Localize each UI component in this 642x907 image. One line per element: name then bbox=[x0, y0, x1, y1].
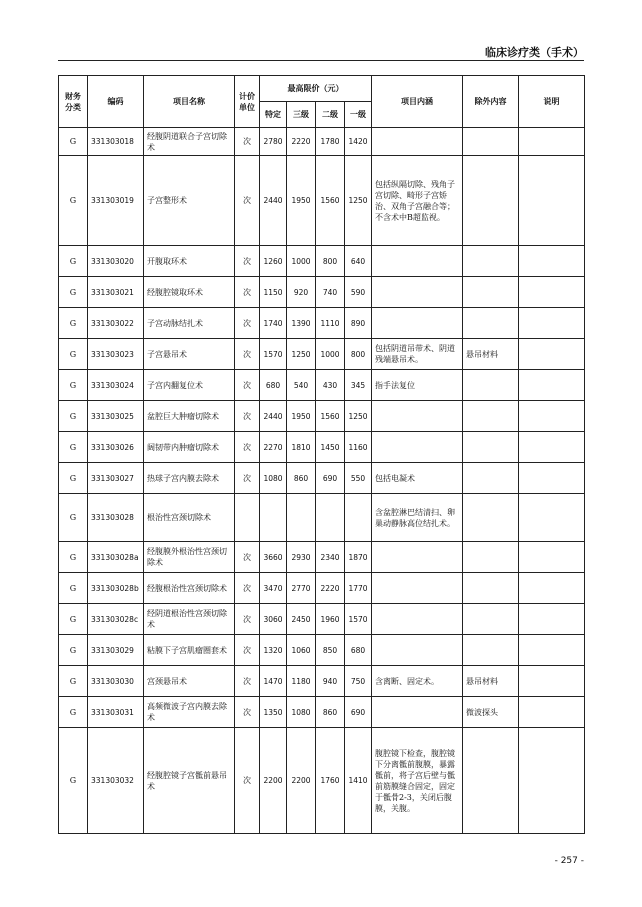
code-cell: 331303021 bbox=[88, 277, 144, 308]
fin-class-cell: G bbox=[59, 128, 88, 156]
exclude-cell bbox=[463, 128, 519, 156]
price-level1-cell: 590 bbox=[345, 277, 372, 308]
code-cell: 331303029 bbox=[88, 635, 144, 666]
note-cell bbox=[519, 728, 585, 834]
page-number: - 257 - bbox=[554, 856, 584, 866]
unit-cell: 次 bbox=[235, 432, 260, 463]
price-level2-cell: 1780 bbox=[316, 128, 345, 156]
price-level1-cell: 800 bbox=[345, 339, 372, 370]
fin-class-cell: G bbox=[59, 156, 88, 246]
table-row bbox=[59, 128, 585, 156]
price-level1-cell: 1160 bbox=[345, 432, 372, 463]
price-level2-cell: 690 bbox=[316, 463, 345, 494]
unit-cell: 次 bbox=[235, 604, 260, 635]
exclude-cell bbox=[463, 246, 519, 277]
name-cell: 子宫动脉结扎术 bbox=[144, 308, 235, 339]
price-level2-cell: 1560 bbox=[316, 401, 345, 432]
exclude-cell bbox=[463, 370, 519, 401]
name-cell: 子宫内翻复位术 bbox=[144, 370, 235, 401]
price-level1-cell: 1410 bbox=[345, 728, 372, 834]
price-level1-cell: 680 bbox=[345, 635, 372, 666]
price-level3-cell: 2770 bbox=[287, 573, 316, 604]
unit-cell bbox=[235, 494, 260, 542]
content-cell bbox=[372, 401, 463, 432]
price-special-cell: 680 bbox=[260, 370, 287, 401]
name-cell: 经阴道根治性宫颈切除术 bbox=[144, 604, 235, 635]
price-level3-cell: 1390 bbox=[287, 308, 316, 339]
price-level3-cell: 1060 bbox=[287, 635, 316, 666]
code-cell: 331303027 bbox=[88, 463, 144, 494]
header-price-group: 最高限价（元） bbox=[260, 76, 372, 102]
exclude-cell: 悬吊材料 bbox=[463, 339, 519, 370]
header-exclude: 除外内容 bbox=[463, 76, 519, 128]
price-table bbox=[58, 75, 585, 834]
content-cell bbox=[372, 542, 463, 573]
exclude-cell bbox=[463, 635, 519, 666]
table-row bbox=[59, 666, 585, 697]
code-cell: 331303019 bbox=[88, 156, 144, 246]
exclude-cell bbox=[463, 432, 519, 463]
code-cell: 331303026 bbox=[88, 432, 144, 463]
price-level2-cell: 1960 bbox=[316, 604, 345, 635]
name-cell: 子宫悬吊术 bbox=[144, 339, 235, 370]
exclude-cell bbox=[463, 728, 519, 834]
price-level2-cell: 2220 bbox=[316, 573, 345, 604]
note-cell bbox=[519, 542, 585, 573]
note-cell bbox=[519, 635, 585, 666]
price-special-cell: 1740 bbox=[260, 308, 287, 339]
code-cell: 331303028c bbox=[88, 604, 144, 635]
price-level2-cell: 1560 bbox=[316, 156, 345, 246]
note-cell bbox=[519, 494, 585, 542]
price-level1-cell: 1570 bbox=[345, 604, 372, 635]
content-cell: 包括阴道吊带术、阴道残端悬吊术。 bbox=[372, 339, 463, 370]
price-level2-cell: 1110 bbox=[316, 308, 345, 339]
note-cell bbox=[519, 432, 585, 463]
content-cell bbox=[372, 128, 463, 156]
name-cell: 子宫整形术 bbox=[144, 156, 235, 246]
table-row bbox=[59, 432, 585, 463]
note-cell bbox=[519, 128, 585, 156]
note-cell bbox=[519, 246, 585, 277]
content-cell: 含盆腔淋巴结清扫、卵巢动静脉高位结扎术。 bbox=[372, 494, 463, 542]
table-row bbox=[59, 370, 585, 401]
table-row bbox=[59, 339, 585, 370]
exclude-cell bbox=[463, 604, 519, 635]
fin-class-cell: G bbox=[59, 635, 88, 666]
code-cell: 331303030 bbox=[88, 666, 144, 697]
name-cell: 经腹阴道联合子宫切除术 bbox=[144, 128, 235, 156]
price-level3-cell: 1000 bbox=[287, 246, 316, 277]
price-level1-cell: 750 bbox=[345, 666, 372, 697]
price-level3-cell bbox=[287, 494, 316, 542]
code-cell: 331303031 bbox=[88, 697, 144, 728]
fin-class-cell: G bbox=[59, 697, 88, 728]
name-cell: 粘膜下子宫肌瘤圈套术 bbox=[144, 635, 235, 666]
price-level2-cell: 740 bbox=[316, 277, 345, 308]
fin-class-cell: G bbox=[59, 246, 88, 277]
table-row bbox=[59, 697, 585, 728]
exclude-cell bbox=[463, 494, 519, 542]
name-cell: 经腹腔镜子宫骶前悬吊术 bbox=[144, 728, 235, 834]
exclude-cell bbox=[463, 463, 519, 494]
table-row bbox=[59, 604, 585, 635]
note-cell bbox=[519, 697, 585, 728]
price-level3-cell: 2200 bbox=[287, 728, 316, 834]
code-cell: 331303020 bbox=[88, 246, 144, 277]
price-level3-cell: 1250 bbox=[287, 339, 316, 370]
price-level2-cell: 430 bbox=[316, 370, 345, 401]
price-level3-cell: 2930 bbox=[287, 542, 316, 573]
note-cell bbox=[519, 463, 585, 494]
price-special-cell: 2780 bbox=[260, 128, 287, 156]
content-cell bbox=[372, 246, 463, 277]
note-cell bbox=[519, 370, 585, 401]
unit-cell: 次 bbox=[235, 277, 260, 308]
price-level1-cell bbox=[345, 494, 372, 542]
header-unit: 计价单位 bbox=[235, 76, 260, 128]
code-cell: 331303025 bbox=[88, 401, 144, 432]
unit-cell: 次 bbox=[235, 463, 260, 494]
note-cell bbox=[519, 573, 585, 604]
name-cell: 开腹取环术 bbox=[144, 246, 235, 277]
unit-cell: 次 bbox=[235, 542, 260, 573]
price-level3-cell: 2220 bbox=[287, 128, 316, 156]
unit-cell: 次 bbox=[235, 308, 260, 339]
content-cell bbox=[372, 635, 463, 666]
name-cell: 经腹膜外根治性宫颈切除术 bbox=[144, 542, 235, 573]
exclude-cell bbox=[463, 156, 519, 246]
price-level1-cell: 640 bbox=[345, 246, 372, 277]
fin-class-cell: G bbox=[59, 308, 88, 339]
header-name: 项目名称 bbox=[144, 76, 235, 128]
table-row bbox=[59, 463, 585, 494]
price-level2-cell: 1000 bbox=[316, 339, 345, 370]
price-level1-cell: 1250 bbox=[345, 156, 372, 246]
code-cell: 331303028 bbox=[88, 494, 144, 542]
exclude-cell: 悬吊材料 bbox=[463, 666, 519, 697]
price-special-cell: 1320 bbox=[260, 635, 287, 666]
header-note: 说明 bbox=[519, 76, 585, 128]
price-special-cell: 1260 bbox=[260, 246, 287, 277]
note-cell bbox=[519, 339, 585, 370]
exclude-cell bbox=[463, 277, 519, 308]
fin-class-cell: G bbox=[59, 604, 88, 635]
price-level3-cell: 1810 bbox=[287, 432, 316, 463]
price-special-cell: 1470 bbox=[260, 666, 287, 697]
price-level3-cell: 1180 bbox=[287, 666, 316, 697]
content-cell bbox=[372, 573, 463, 604]
name-cell: 阔韧带内肿瘤切除术 bbox=[144, 432, 235, 463]
name-cell: 经腹腔镜取环术 bbox=[144, 277, 235, 308]
fin-class-cell: G bbox=[59, 666, 88, 697]
unit-cell: 次 bbox=[235, 156, 260, 246]
page-header-title: 临床诊疗类（手术） bbox=[485, 46, 584, 59]
price-special-cell: 2440 bbox=[260, 401, 287, 432]
name-cell: 高频微波子宫内膜去除术 bbox=[144, 697, 235, 728]
table-body bbox=[59, 128, 585, 834]
unit-cell: 次 bbox=[235, 128, 260, 156]
price-special-cell: 2440 bbox=[260, 156, 287, 246]
price-special-cell: 3060 bbox=[260, 604, 287, 635]
header-level2: 二级 bbox=[316, 102, 345, 128]
name-cell: 热球子宫内膜去除术 bbox=[144, 463, 235, 494]
content-cell bbox=[372, 697, 463, 728]
note-cell bbox=[519, 401, 585, 432]
exclude-cell bbox=[463, 308, 519, 339]
name-cell: 盆腔巨大肿瘤切除术 bbox=[144, 401, 235, 432]
header-level1: 一级 bbox=[345, 102, 372, 128]
unit-cell: 次 bbox=[235, 401, 260, 432]
price-special-cell: 1570 bbox=[260, 339, 287, 370]
price-special-cell: 3660 bbox=[260, 542, 287, 573]
price-level1-cell: 1250 bbox=[345, 401, 372, 432]
note-cell bbox=[519, 156, 585, 246]
price-level3-cell: 860 bbox=[287, 463, 316, 494]
content-cell: 含离断、固定术。 bbox=[372, 666, 463, 697]
code-cell: 331303022 bbox=[88, 308, 144, 339]
code-cell: 331303024 bbox=[88, 370, 144, 401]
exclude-cell bbox=[463, 401, 519, 432]
price-level3-cell: 920 bbox=[287, 277, 316, 308]
table-row bbox=[59, 401, 585, 432]
table-row bbox=[59, 494, 585, 542]
table-row bbox=[59, 156, 585, 246]
price-level1-cell: 890 bbox=[345, 308, 372, 339]
table-row bbox=[59, 573, 585, 604]
price-level1-cell: 1420 bbox=[345, 128, 372, 156]
price-special-cell bbox=[260, 494, 287, 542]
table-row bbox=[59, 277, 585, 308]
fin-class-cell: G bbox=[59, 463, 88, 494]
price-special-cell: 3470 bbox=[260, 573, 287, 604]
unit-cell: 次 bbox=[235, 246, 260, 277]
content-cell bbox=[372, 308, 463, 339]
price-level2-cell: 800 bbox=[316, 246, 345, 277]
fin-class-cell: G bbox=[59, 494, 88, 542]
header-code: 编码 bbox=[88, 76, 144, 128]
unit-cell: 次 bbox=[235, 666, 260, 697]
fin-class-cell: G bbox=[59, 728, 88, 834]
exclude-cell: 微波探头 bbox=[463, 697, 519, 728]
table-row bbox=[59, 635, 585, 666]
unit-cell: 次 bbox=[235, 697, 260, 728]
fin-class-cell: G bbox=[59, 339, 88, 370]
price-level1-cell: 345 bbox=[345, 370, 372, 401]
unit-cell: 次 bbox=[235, 339, 260, 370]
content-cell: 包括电凝术 bbox=[372, 463, 463, 494]
code-cell: 331303023 bbox=[88, 339, 144, 370]
unit-cell: 次 bbox=[235, 635, 260, 666]
exclude-cell bbox=[463, 542, 519, 573]
price-level1-cell: 1870 bbox=[345, 542, 372, 573]
table-row bbox=[59, 542, 585, 573]
note-cell bbox=[519, 604, 585, 635]
fin-class-cell: G bbox=[59, 401, 88, 432]
content-cell bbox=[372, 277, 463, 308]
header-special: 特定 bbox=[260, 102, 287, 128]
table-row bbox=[59, 728, 585, 834]
price-special-cell: 1080 bbox=[260, 463, 287, 494]
price-level3-cell: 540 bbox=[287, 370, 316, 401]
code-cell: 331303018 bbox=[88, 128, 144, 156]
note-cell bbox=[519, 308, 585, 339]
price-level3-cell: 1080 bbox=[287, 697, 316, 728]
price-special-cell: 1350 bbox=[260, 697, 287, 728]
exclude-cell bbox=[463, 573, 519, 604]
price-level3-cell: 1950 bbox=[287, 401, 316, 432]
header-rule bbox=[58, 60, 584, 61]
table-row bbox=[59, 308, 585, 339]
price-level1-cell: 690 bbox=[345, 697, 372, 728]
price-level2-cell: 940 bbox=[316, 666, 345, 697]
unit-cell: 次 bbox=[235, 728, 260, 834]
name-cell: 根治性宫颈切除术 bbox=[144, 494, 235, 542]
code-cell: 331303028a bbox=[88, 542, 144, 573]
content-cell bbox=[372, 604, 463, 635]
fin-class-cell: G bbox=[59, 277, 88, 308]
content-cell: 包括纵隔切除、残角子宫切除、畸形子宫矫治、双角子宫融合等；不含术中B超监视。 bbox=[372, 156, 463, 246]
price-special-cell: 2200 bbox=[260, 728, 287, 834]
name-cell: 经腹根治性宫颈切除术 bbox=[144, 573, 235, 604]
content-cell bbox=[372, 432, 463, 463]
price-level2-cell: 2340 bbox=[316, 542, 345, 573]
header-content: 项目内涵 bbox=[372, 76, 463, 128]
price-level2-cell: 850 bbox=[316, 635, 345, 666]
code-cell: 331303028b bbox=[88, 573, 144, 604]
fin-class-cell: G bbox=[59, 573, 88, 604]
table-row bbox=[59, 246, 585, 277]
price-level2-cell: 1450 bbox=[316, 432, 345, 463]
price-special-cell: 1150 bbox=[260, 277, 287, 308]
content-cell: 指手法复位 bbox=[372, 370, 463, 401]
fin-class-cell: G bbox=[59, 542, 88, 573]
note-cell bbox=[519, 666, 585, 697]
note-cell bbox=[519, 277, 585, 308]
unit-cell: 次 bbox=[235, 370, 260, 401]
unit-cell: 次 bbox=[235, 573, 260, 604]
fin-class-cell: G bbox=[59, 370, 88, 401]
price-level2-cell: 1760 bbox=[316, 728, 345, 834]
price-level1-cell: 1770 bbox=[345, 573, 372, 604]
content-cell: 腹腔镜下检查，腹腔镜下分离骶前腹膜，暴露骶前，将子宫后壁与骶前筋膜缝合固定，固定于骶骨2-3，关闭后腹膜，关腹。 bbox=[372, 728, 463, 834]
name-cell: 宫颈悬吊术 bbox=[144, 666, 235, 697]
price-level2-cell: 860 bbox=[316, 697, 345, 728]
price-special-cell: 2270 bbox=[260, 432, 287, 463]
price-level3-cell: 2450 bbox=[287, 604, 316, 635]
price-level1-cell: 550 bbox=[345, 463, 372, 494]
price-level3-cell: 1950 bbox=[287, 156, 316, 246]
fin-class-cell: G bbox=[59, 432, 88, 463]
header-fin-class: 财务分类 bbox=[59, 76, 88, 128]
price-level2-cell bbox=[316, 494, 345, 542]
header-level3: 三级 bbox=[287, 102, 316, 128]
code-cell: 331303032 bbox=[88, 728, 144, 834]
